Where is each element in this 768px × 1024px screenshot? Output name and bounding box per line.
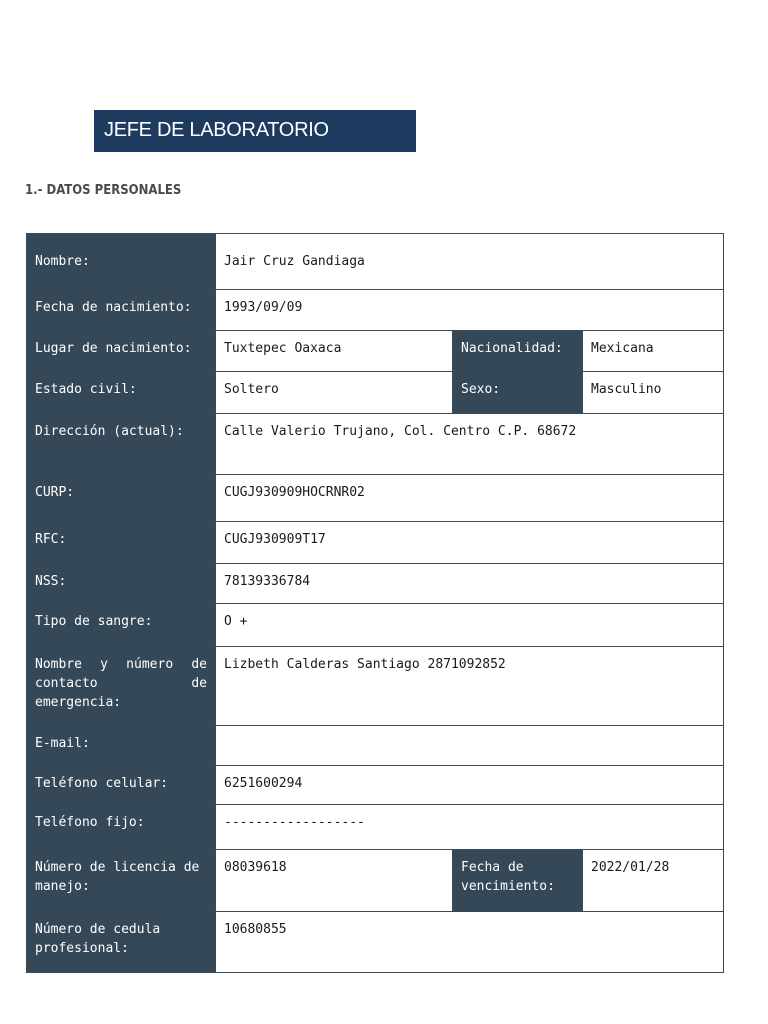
label-direccion: Dirección (actual):	[27, 414, 216, 475]
value-fecha-vencimiento: 2022/01/28	[583, 850, 724, 912]
row-licencia-manejo	[27, 850, 724, 912]
label-tipo-sangre: Tipo de sangre:	[27, 604, 216, 647]
row-estado-civil	[27, 372, 724, 414]
label-sexo: Sexo:	[453, 372, 583, 414]
row-telefono-celular	[27, 766, 724, 805]
section-title: 1.- DATOS PERSONALES	[25, 183, 182, 198]
label-cedula-profesional: Número de cedula profesional:	[27, 912, 216, 973]
label-email: E-mail:	[27, 726, 216, 766]
label-nss: NSS:	[27, 564, 216, 604]
value-telefono-fijo: ------------------	[216, 805, 724, 850]
value-lugar-nacimiento: Tuxtepec Oaxaca	[216, 331, 453, 372]
label-fecha-vencimiento: Fecha de vencimiento:	[453, 850, 583, 912]
label-lugar-nacimiento: Lugar de nacimiento:	[27, 331, 216, 372]
row-email	[27, 726, 724, 766]
row-cedula-profesional	[27, 912, 724, 973]
label-nombre: Nombre:	[27, 234, 216, 290]
row-nss	[27, 564, 724, 604]
value-licencia-manejo: 08039618	[216, 850, 453, 912]
value-direccion: Calle Valerio Trujano, Col. Centro C.P. 68672	[216, 414, 724, 475]
row-direccion	[27, 414, 724, 475]
value-nacionalidad: Mexicana	[583, 331, 724, 372]
row-curp	[27, 475, 724, 522]
label-estado-civil: Estado civil:	[27, 372, 216, 414]
row-lugar-nacimiento	[27, 331, 724, 372]
value-nombre: Jair Cruz Gandiaga	[216, 234, 724, 290]
label-contacto-emergencia: Nombre y número de contacto de emergencia:	[27, 647, 216, 726]
row-rfc	[27, 522, 724, 564]
value-nss: 78139336784	[216, 564, 724, 604]
page-title: JEFE DE LABORATORIO	[94, 110, 416, 152]
label-rfc: RFC:	[27, 522, 216, 564]
row-nombre	[27, 234, 724, 290]
label-nacionalidad: Nacionalidad:	[453, 331, 583, 372]
value-contacto-emergencia: Lizbeth Calderas Santiago 2871092852	[216, 647, 724, 726]
value-curp: CUGJ930909HOCRNR02	[216, 475, 724, 522]
label-telefono-celular: Teléfono celular:	[27, 766, 216, 805]
label-licencia-manejo: Número de licencia de manejo:	[27, 850, 216, 912]
label-telefono-fijo: Teléfono fijo:	[27, 805, 216, 850]
label-curp: CURP:	[27, 475, 216, 522]
row-contacto-emergencia	[27, 647, 724, 726]
value-fecha-nacimiento: 1993/09/09	[216, 290, 724, 331]
value-telefono-celular: 6251600294	[216, 766, 724, 805]
personal-data-table	[26, 233, 724, 973]
value-estado-civil: Soltero	[216, 372, 453, 414]
row-tipo-sangre	[27, 604, 724, 647]
value-rfc: CUGJ930909T17	[216, 522, 724, 564]
row-telefono-fijo	[27, 805, 724, 850]
value-sexo: Masculino	[583, 372, 724, 414]
value-email	[216, 726, 724, 766]
value-tipo-sangre: O +	[216, 604, 724, 647]
label-fecha-nacimiento: Fecha de nacimiento:	[27, 290, 216, 331]
row-fecha-nacimiento	[27, 290, 724, 331]
value-cedula-profesional: 10680855	[216, 912, 724, 973]
